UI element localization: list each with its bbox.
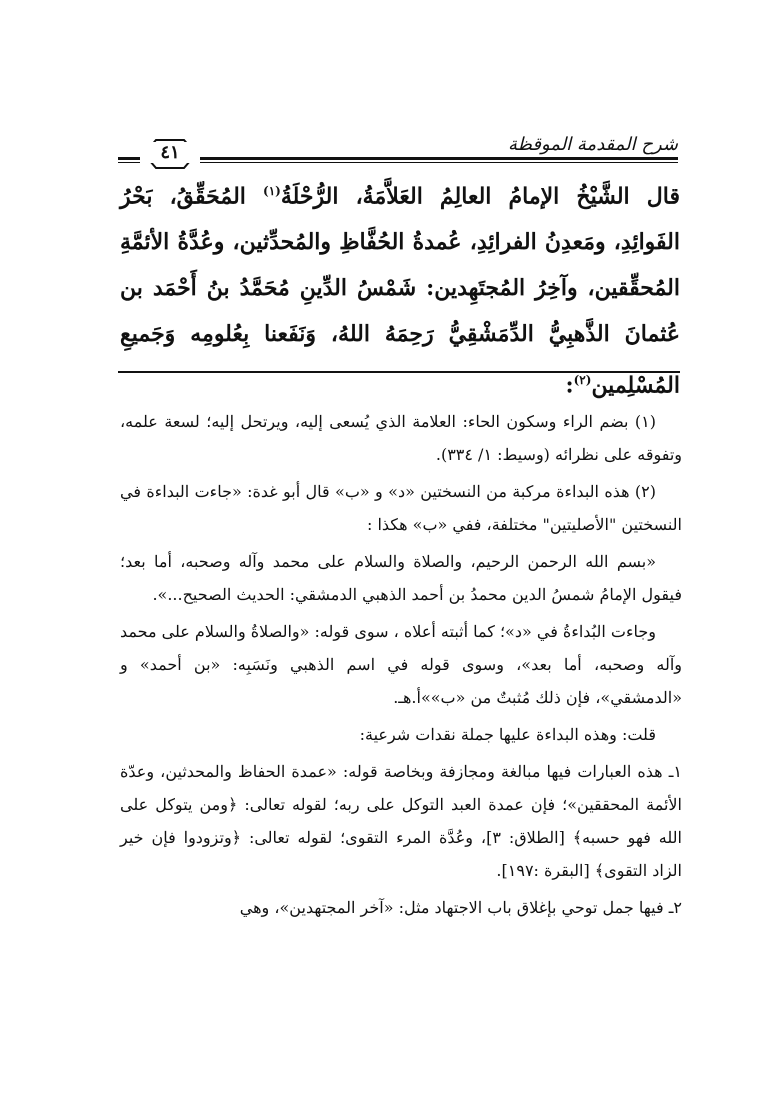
main-text-part1: قال الشَّيْخُ الإمامُ العالِمُ العَلاَّمَةُ، الرُّحْلَةُ [280, 183, 680, 210]
footnote-paragraph: ١ـ هذه العبارات فيها مبالغة ومجازفة وبخاصة قوله: «عمدة الحفاظ والمحدثين، وعدّة الأئمة المحققين»؛ فإن عمدة العبد التوكل على ربه؛ لقوله تعالى: ﴿ومن يتوكل على الله فهو حسبه﴾ [الطلاق: ٣]، وعُدَّة المرء التقوى؛ لقوله تعالى: ﴿وتزودوا فإن خير الزاد التقوى﴾ [البقرة :١٩٧]. [120, 762, 682, 880]
footnote-paragraph: وجاءت البُداءةُ في «د»؛ كما أثبته أعلاه ، سوى قوله: «والصلاةُ والسلام على محمد وآله وصحبه، أما بعد»، وسوى قوله في اسم الذهبي ونَسَبِه: «بن أحمد» و «الدمشقي»، فإن ذلك مُثبتٌ من «ب»»أ.هـ. [120, 622, 682, 707]
footnotes [120, 405, 682, 928]
footnote-2: (٢) هذه البداءة مركبة من النسختين «د» و «ب» قال أبو غدة: «جاءت البداءة في النسختين "الأصليتين" مختلفة، ففي «ب» هكذا : [120, 482, 682, 534]
footnote-ref-2[interactable]: (٢) [573, 373, 592, 388]
page-header [118, 128, 678, 168]
header-rule [118, 157, 678, 160]
footnote-paragraph: قلت: وهذه البداءة عليها جملة نقدات شرعية: [359, 725, 656, 744]
main-text-part2: المُحَقِّقُ، بَحْرُ الفَوائِدِ، ومَعدِنُ الفرائِدِ، عُمدةُ الحُفَّاظِ والمُحدِّثين، وعُدَّةُ الأئمَّةِ المُحقِّقين، وآخِرُ المُجتَهِدين: شَمْسُ الدِّينِ مُحَمَّدُ بنُ أَحْمَد بن عُثمانَ الذَّهبِيُّ الدِّمَشْقِيُّ رَحِمَهُ اللهُ، وَنَفَعنا بِعُلومِه وَجَميعِ المُسْلِمين [120, 183, 680, 399]
footnote-1: (١) بضم الراء وسكون الحاء: العلامة الذي يُسعى إليه، ويرتحل إليه؛ لسعة علمه، وتفوقه على نظرائه (وسيط: ١/ ٣٣٤). [120, 412, 682, 464]
header-rule-thin [118, 162, 678, 163]
page-number: ٤١ [140, 142, 200, 163]
footnote-separator [118, 371, 680, 373]
footnote-quote: «بسم الله الرحمن الرحيم، والصلاة والسلام على محمد وآله وصحبه، أما بعد؛ فيقول الإمامُ شمسُ الدين محمدُ بن أحمد الذهبي الدمشقي: الحديث الصحيح...». [120, 552, 682, 604]
running-title: شرح المقدمة الموقظة [500, 134, 678, 155]
footnote-paragraph: ٢ـ فيها جمل توحي بإغلاق باب الاجتهاد مثل: «آخر المجتهدين»، وهي [239, 898, 682, 917]
footnote-ref-1[interactable]: (١) [263, 184, 281, 198]
main-text-end: : [565, 372, 574, 399]
